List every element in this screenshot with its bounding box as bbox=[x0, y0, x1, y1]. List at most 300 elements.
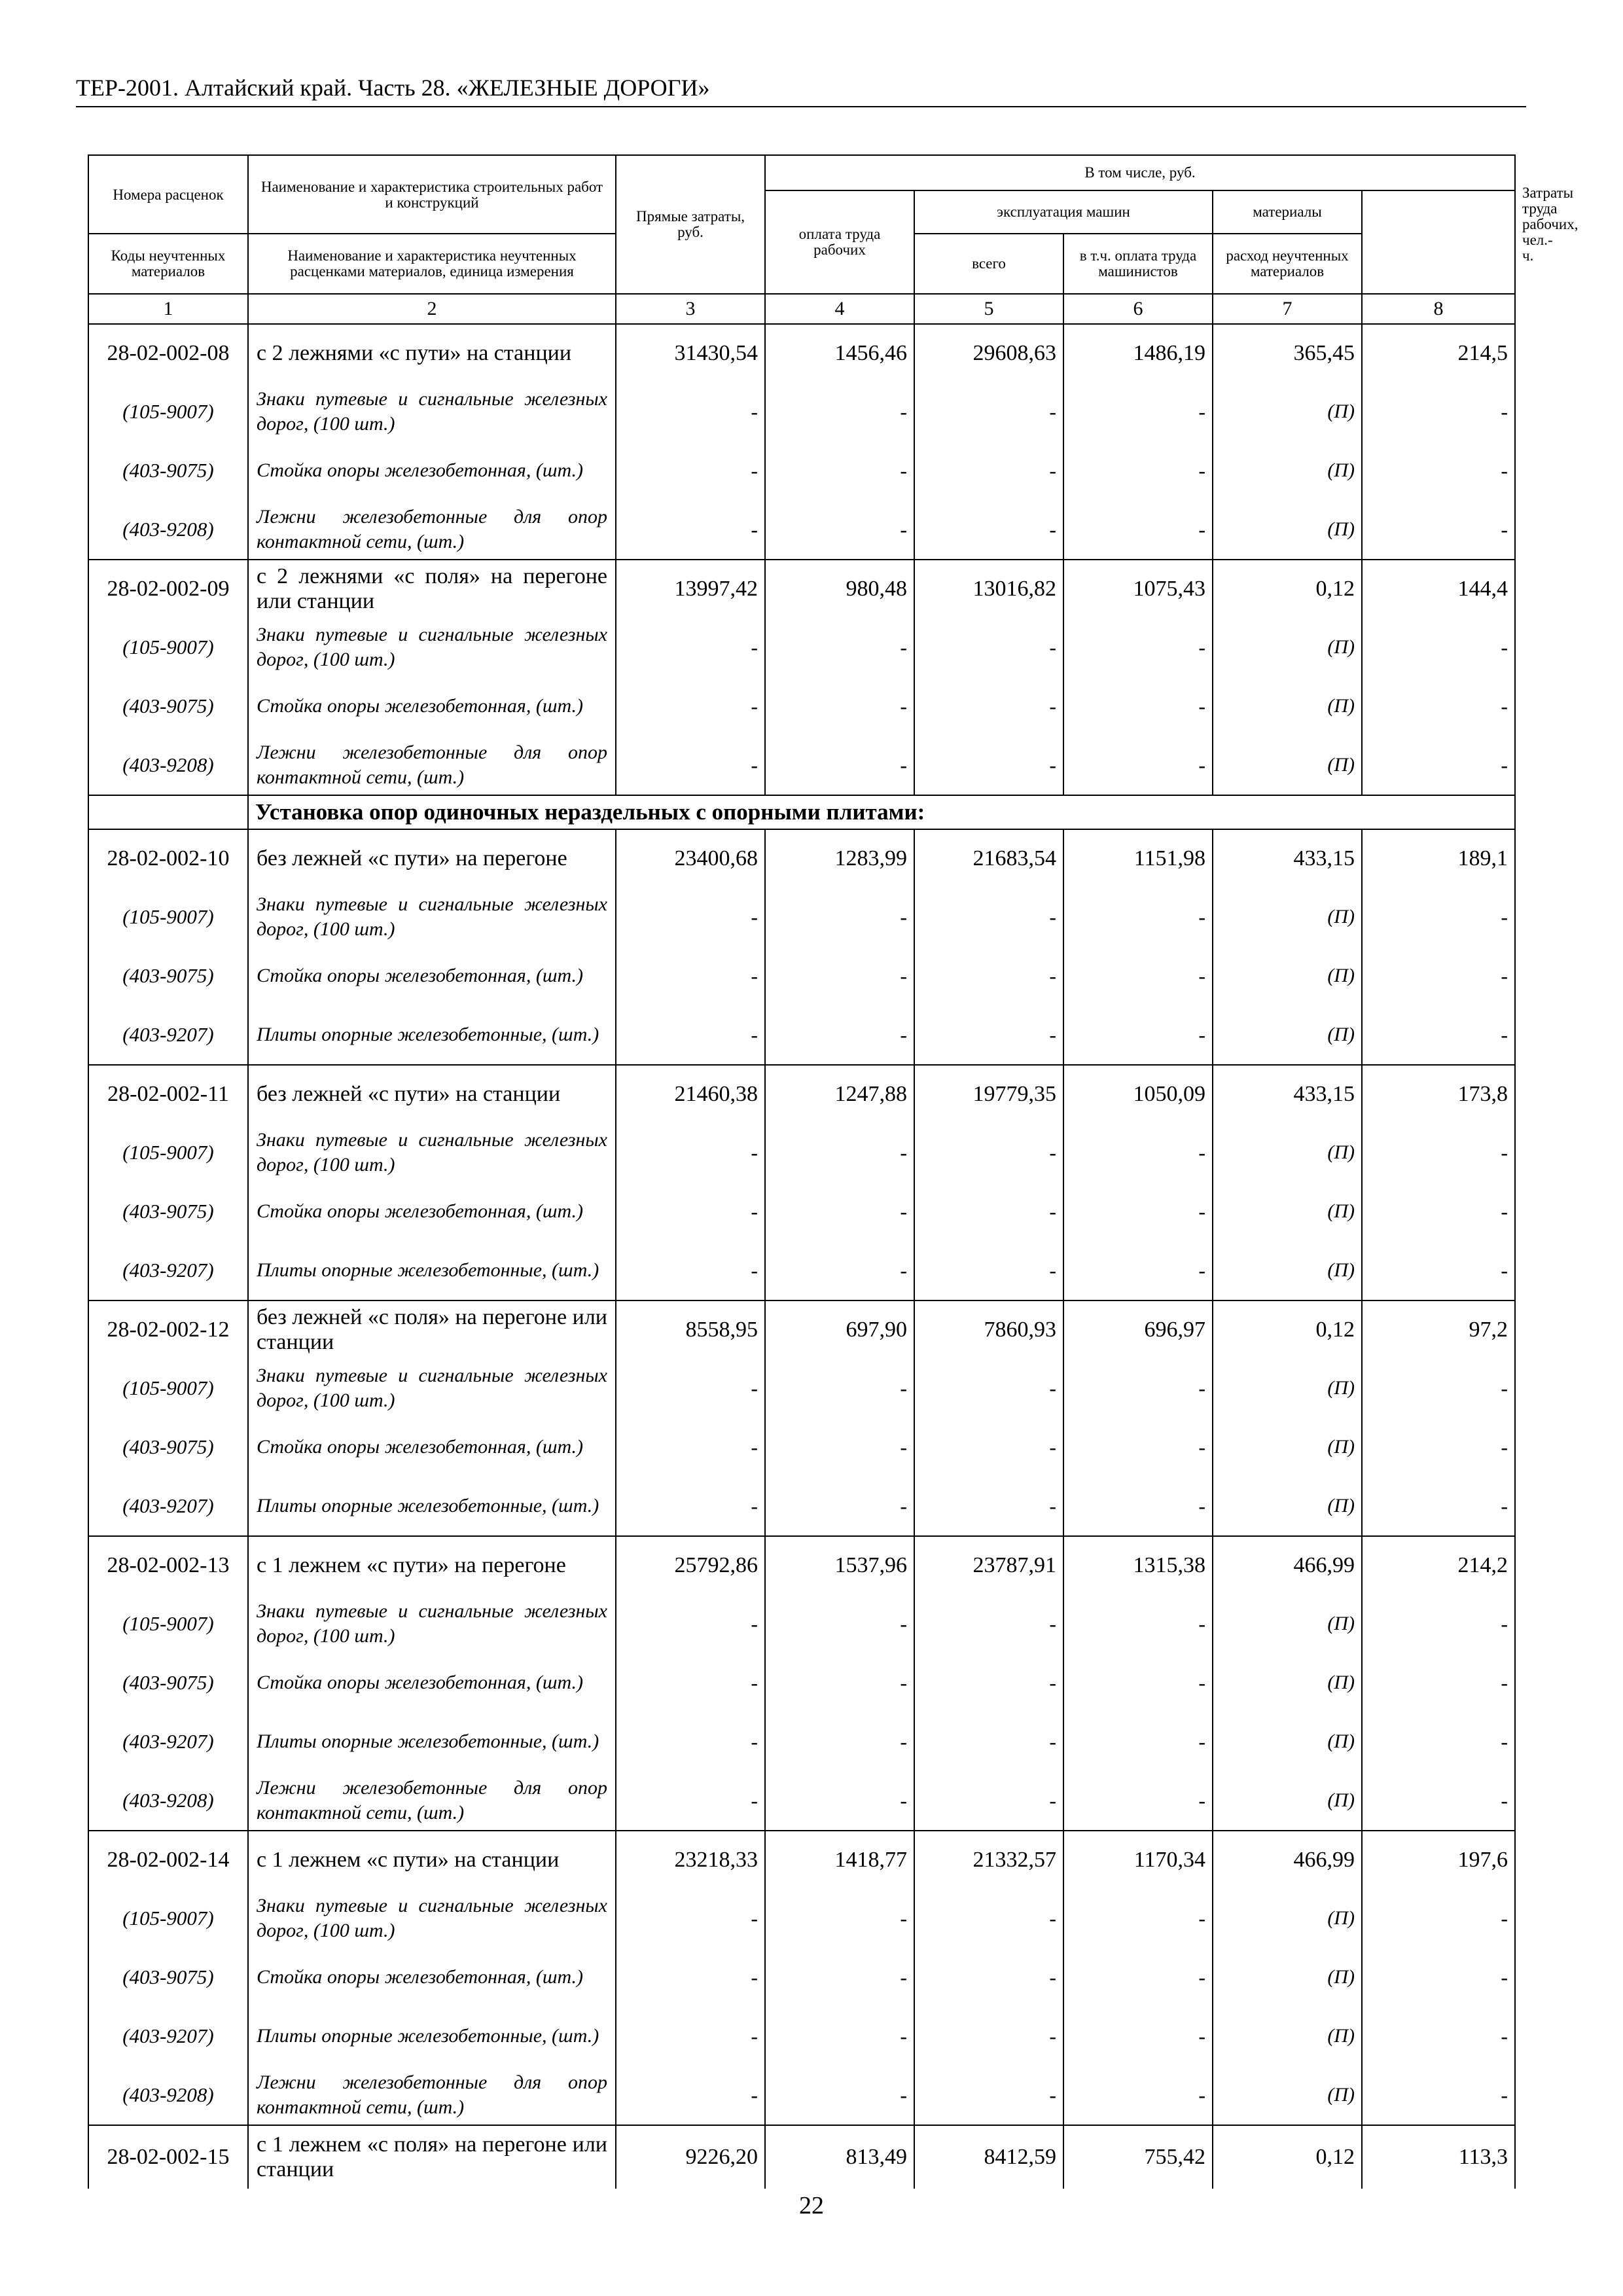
materials-cost: 433,15 bbox=[1213, 829, 1362, 888]
empty-value-dash: - bbox=[1362, 1889, 1515, 1948]
worker-pay: 813,49 bbox=[765, 2125, 914, 2189]
rate-row bbox=[88, 1300, 1515, 1359]
empty-value-dash: - bbox=[914, 618, 1063, 677]
empty-value-dash: - bbox=[616, 888, 765, 946]
empty-value-dash: - bbox=[616, 382, 765, 441]
material-code: (403-9207) bbox=[88, 2007, 248, 2066]
material-code: (403-9207) bbox=[88, 1241, 248, 1300]
worker-pay: 1456,46 bbox=[765, 324, 914, 382]
material-row bbox=[88, 2007, 1515, 2066]
unaccounted-marker: (П) bbox=[1213, 1771, 1362, 1831]
unaccounted-marker: (П) bbox=[1213, 1418, 1362, 1477]
labor-costs: 214,5 bbox=[1362, 324, 1515, 382]
empty-value-dash: - bbox=[616, 1653, 765, 1712]
column-number: 8 bbox=[1362, 294, 1515, 324]
empty-value-dash: - bbox=[1362, 618, 1515, 677]
material-row bbox=[88, 1241, 1515, 1300]
empty-value-dash: - bbox=[765, 1182, 914, 1241]
material-code: (403-9208) bbox=[88, 736, 248, 795]
material-row bbox=[88, 1771, 1515, 1831]
empty-value-dash: - bbox=[765, 1123, 914, 1182]
worker-pay: 980,48 bbox=[765, 560, 914, 618]
section-heading-row bbox=[88, 795, 1515, 829]
empty-value-dash: - bbox=[765, 1653, 914, 1712]
empty-value-dash: - bbox=[1063, 1477, 1213, 1536]
unaccounted-marker: (П) bbox=[1213, 677, 1362, 736]
labor-costs: 144,4 bbox=[1362, 560, 1515, 618]
material-name: Плиты опорные железобетонные, (шт.) bbox=[248, 1005, 616, 1065]
empty-value-dash: - bbox=[914, 677, 1063, 736]
section-spacer bbox=[88, 795, 248, 829]
worker-pay: 1247,88 bbox=[765, 1065, 914, 1123]
unaccounted-marker: (П) bbox=[1213, 382, 1362, 441]
unaccounted-marker: (П) bbox=[1213, 1594, 1362, 1653]
empty-value-dash: - bbox=[1362, 1123, 1515, 1182]
empty-value-dash: - bbox=[1362, 677, 1515, 736]
unaccounted-marker: (П) bbox=[1213, 1123, 1362, 1182]
empty-value-dash: - bbox=[616, 677, 765, 736]
empty-value-dash: - bbox=[914, 1418, 1063, 1477]
operator-pay: 696,97 bbox=[1063, 1300, 1213, 1359]
material-code: (105-9007) bbox=[88, 1889, 248, 1948]
materials-cost: 466,99 bbox=[1213, 1831, 1362, 1889]
operator-pay: 1486,19 bbox=[1063, 324, 1213, 382]
material-row bbox=[88, 1712, 1515, 1771]
labor-costs: 173,8 bbox=[1362, 1065, 1515, 1123]
material-name: Знаки путевые и сигнальные железных дорог, (100 шт.) bbox=[248, 888, 616, 946]
document-title: ТЕР-2001. Алтайский край. Часть 28. «ЖЕЛЕЗНЫЕ ДОРОГИ» bbox=[76, 75, 710, 101]
material-code: (403-9075) bbox=[88, 677, 248, 736]
rate-row bbox=[88, 1831, 1515, 1889]
material-name: Стойка опоры железобетонная, (шт.) bbox=[248, 946, 616, 1005]
materials-cost: 466,99 bbox=[1213, 1536, 1362, 1594]
material-name: Лежни железобетонные для опор контактной сети, (шт.) bbox=[248, 736, 616, 795]
rate-row bbox=[88, 324, 1515, 382]
empty-value-dash: - bbox=[1362, 1418, 1515, 1477]
empty-value-dash: - bbox=[914, 946, 1063, 1005]
unaccounted-marker: (П) bbox=[1213, 1182, 1362, 1241]
material-code: (105-9007) bbox=[88, 888, 248, 946]
empty-value-dash: - bbox=[616, 1477, 765, 1536]
table-head: Номера расценок Наименование и характеристика строительных работ и конструкций Прямые затраты, руб. В том числе, руб. Затраты труда рабочих, чел.-ч. оплата труда рабочих эксплуатация машин материалы всего в т.ч. оплата труда машинистов расход неучтенных материалов Коды неучтенных материалов Наименование и характеристика неучтенных расценками материалов, единица измерения bbox=[88, 155, 1515, 294]
worker-pay: 1283,99 bbox=[765, 829, 914, 888]
empty-value-dash: - bbox=[616, 736, 765, 795]
empty-value-dash: - bbox=[1362, 1771, 1515, 1831]
empty-value-dash: - bbox=[1362, 441, 1515, 500]
empty-value-dash: - bbox=[914, 1653, 1063, 1712]
material-row bbox=[88, 2066, 1515, 2125]
rate-code: 28-02-002-12 bbox=[88, 1300, 248, 1359]
unaccounted-marker: (П) bbox=[1213, 1948, 1362, 2007]
direct-costs: 23218,33 bbox=[616, 1831, 765, 1889]
labor-costs: 197,6 bbox=[1362, 1831, 1515, 1889]
material-row bbox=[88, 736, 1515, 795]
material-name: Знаки путевые и сигнальные железных дорог, (100 шт.) bbox=[248, 1594, 616, 1653]
empty-value-dash: - bbox=[616, 1182, 765, 1241]
empty-value-dash: - bbox=[616, 1594, 765, 1653]
col-work-name-header: Наименование и характеристика строительных работ и конструкций bbox=[248, 155, 616, 234]
empty-value-dash: - bbox=[765, 736, 914, 795]
col-machines-total-header: всего bbox=[914, 234, 1063, 294]
empty-value-dash: - bbox=[1063, 382, 1213, 441]
empty-value-dash: - bbox=[1063, 1123, 1213, 1182]
material-code: (403-9208) bbox=[88, 2066, 248, 2125]
material-name: Стойка опоры железобетонная, (шт.) bbox=[248, 677, 616, 736]
material-row bbox=[88, 618, 1515, 677]
empty-value-dash: - bbox=[914, 382, 1063, 441]
unaccounted-marker: (П) bbox=[1213, 1712, 1362, 1771]
empty-value-dash: - bbox=[1063, 888, 1213, 946]
col-including-header: В том числе, руб. bbox=[765, 155, 1515, 190]
empty-value-dash: - bbox=[1063, 500, 1213, 560]
empty-value-dash: - bbox=[1362, 2066, 1515, 2125]
direct-costs: 9226,20 bbox=[616, 2125, 765, 2189]
machines-total: 13016,82 bbox=[914, 560, 1063, 618]
empty-value-dash: - bbox=[765, 677, 914, 736]
rate-name: без лежней «с поля» на перегоне или станции bbox=[248, 1300, 616, 1359]
material-code: (105-9007) bbox=[88, 618, 248, 677]
column-number: 2 bbox=[248, 294, 616, 324]
page-number: 22 bbox=[799, 2192, 824, 2219]
col-material-codes-header: Коды неучтенных материалов bbox=[88, 234, 248, 294]
col-machine-operation-header: эксплуатация машин bbox=[914, 190, 1213, 234]
rate-row bbox=[88, 1536, 1515, 1594]
material-name: Знаки путевые и сигнальные железных дорог, (100 шт.) bbox=[248, 382, 616, 441]
rate-name: с 1 лежнем «с пути» на перегоне bbox=[248, 1536, 616, 1594]
section-heading: Установка опор одиночных нераздельных с опорными плитами: bbox=[248, 795, 1515, 829]
direct-costs: 25792,86 bbox=[616, 1536, 765, 1594]
unaccounted-marker: (П) bbox=[1213, 1241, 1362, 1300]
material-code: (403-9075) bbox=[88, 1653, 248, 1712]
material-name: Лежни железобетонные для опор контактной сети, (шт.) bbox=[248, 1771, 616, 1831]
labor-costs: 97,2 bbox=[1362, 1300, 1515, 1359]
empty-value-dash: - bbox=[765, 1241, 914, 1300]
material-row bbox=[88, 1594, 1515, 1653]
material-name: Стойка опоры железобетонная, (шт.) bbox=[248, 1948, 616, 2007]
material-name: Знаки путевые и сигнальные железных дорог, (100 шт.) bbox=[248, 1889, 616, 1948]
unaccounted-marker: (П) bbox=[1213, 736, 1362, 795]
empty-value-dash: - bbox=[616, 1005, 765, 1065]
material-name: Плиты опорные железобетонные, (шт.) bbox=[248, 1712, 616, 1771]
empty-value-dash: - bbox=[1063, 1889, 1213, 1948]
empty-value-dash: - bbox=[1063, 1418, 1213, 1477]
rate-row bbox=[88, 829, 1515, 888]
material-row bbox=[88, 1123, 1515, 1182]
empty-value-dash: - bbox=[1362, 500, 1515, 560]
rate-name: с 1 лежнем «с пути» на станции bbox=[248, 1831, 616, 1889]
worker-pay: 697,90 bbox=[765, 1300, 914, 1359]
rate-code: 28-02-002-09 bbox=[88, 560, 248, 618]
unaccounted-marker: (П) bbox=[1213, 946, 1362, 1005]
rate-name: с 1 лежнем «с поля» на перегоне или станции bbox=[248, 2125, 616, 2189]
machines-total: 7860,93 bbox=[914, 1300, 1063, 1359]
material-code: (105-9007) bbox=[88, 1594, 248, 1653]
material-row bbox=[88, 888, 1515, 946]
empty-value-dash: - bbox=[914, 1889, 1063, 1948]
empty-value-dash: - bbox=[1063, 1359, 1213, 1418]
empty-value-dash: - bbox=[616, 500, 765, 560]
empty-value-dash: - bbox=[1362, 946, 1515, 1005]
empty-value-dash: - bbox=[765, 2007, 914, 2066]
material-row bbox=[88, 382, 1515, 441]
empty-value-dash: - bbox=[914, 888, 1063, 946]
machines-total: 8412,59 bbox=[914, 2125, 1063, 2189]
operator-pay: 1050,09 bbox=[1063, 1065, 1213, 1123]
empty-value-dash: - bbox=[914, 736, 1063, 795]
empty-value-dash: - bbox=[1362, 1477, 1515, 1536]
unaccounted-marker: (П) bbox=[1213, 1359, 1362, 1418]
unaccounted-marker: (П) bbox=[1213, 1477, 1362, 1536]
empty-value-dash: - bbox=[616, 1241, 765, 1300]
material-name: Стойка опоры железобетонная, (шт.) bbox=[248, 441, 616, 500]
operator-pay: 1151,98 bbox=[1063, 829, 1213, 888]
empty-value-dash: - bbox=[914, 1948, 1063, 2007]
empty-value-dash: - bbox=[1362, 1653, 1515, 1712]
material-code: (403-9208) bbox=[88, 500, 248, 560]
column-numbers-row bbox=[88, 294, 1515, 324]
material-code: (403-9075) bbox=[88, 441, 248, 500]
material-code: (105-9007) bbox=[88, 382, 248, 441]
rate-code: 28-02-002-08 bbox=[88, 324, 248, 382]
unaccounted-marker: (П) bbox=[1213, 618, 1362, 677]
empty-value-dash: - bbox=[765, 1359, 914, 1418]
empty-value-dash: - bbox=[1063, 1948, 1213, 2007]
material-name: Лежни железобетонные для опор контактной сети, (шт.) bbox=[248, 500, 616, 560]
direct-costs: 21460,38 bbox=[616, 1065, 765, 1123]
material-name: Знаки путевые и сигнальные железных дорог, (100 шт.) bbox=[248, 1359, 616, 1418]
empty-value-dash: - bbox=[616, 1712, 765, 1771]
rate-code: 28-02-002-14 bbox=[88, 1831, 248, 1889]
empty-value-dash: - bbox=[1362, 1005, 1515, 1065]
col-material-names-header: Наименование и характеристика неучтенных расценками материалов, единица измерения bbox=[248, 234, 616, 294]
machines-total: 21683,54 bbox=[914, 829, 1063, 888]
material-row bbox=[88, 1653, 1515, 1712]
empty-value-dash: - bbox=[765, 888, 914, 946]
rate-name: без лежней «с пути» на станции bbox=[248, 1065, 616, 1123]
col-worker-pay-header: оплата труда рабочих bbox=[765, 190, 914, 294]
empty-value-dash: - bbox=[1063, 618, 1213, 677]
empty-value-dash: - bbox=[914, 500, 1063, 560]
column-number: 4 bbox=[765, 294, 914, 324]
rate-code: 28-02-002-10 bbox=[88, 829, 248, 888]
material-code: (403-9075) bbox=[88, 946, 248, 1005]
rate-row bbox=[88, 560, 1515, 618]
material-row bbox=[88, 1889, 1515, 1948]
empty-value-dash: - bbox=[914, 1123, 1063, 1182]
rate-name: с 2 лежнями «с пути» на станции bbox=[248, 324, 616, 382]
empty-value-dash: - bbox=[616, 1948, 765, 2007]
empty-value-dash: - bbox=[1362, 382, 1515, 441]
unaccounted-marker: (П) bbox=[1213, 1653, 1362, 1712]
machines-total: 23787,91 bbox=[914, 1536, 1063, 1594]
materials-cost: 0,12 bbox=[1213, 1300, 1362, 1359]
material-row bbox=[88, 677, 1515, 736]
rate-row bbox=[88, 1065, 1515, 1123]
rate-name: с 2 лежнями «с поля» на перегоне или станции bbox=[248, 560, 616, 618]
empty-value-dash: - bbox=[1362, 1241, 1515, 1300]
empty-value-dash: - bbox=[914, 1241, 1063, 1300]
direct-costs: 23400,68 bbox=[616, 829, 765, 888]
material-name: Знаки путевые и сигнальные железных дорог, (100 шт.) bbox=[248, 618, 616, 677]
materials-cost: 0,12 bbox=[1213, 2125, 1362, 2189]
table-body bbox=[88, 294, 1515, 2189]
material-row bbox=[88, 1359, 1515, 1418]
machines-total: 21332,57 bbox=[914, 1831, 1063, 1889]
empty-value-dash: - bbox=[1063, 736, 1213, 795]
material-code: (403-9075) bbox=[88, 1948, 248, 2007]
empty-value-dash: - bbox=[1362, 736, 1515, 795]
column-number: 7 bbox=[1213, 294, 1362, 324]
col-unaccounted-header: расход неучтенных материалов bbox=[1213, 234, 1362, 294]
column-number: 6 bbox=[1063, 294, 1213, 324]
empty-value-dash: - bbox=[914, 2066, 1063, 2125]
empty-value-dash: - bbox=[914, 1771, 1063, 1831]
page-header bbox=[76, 73, 1526, 107]
unaccounted-marker: (П) bbox=[1213, 1889, 1362, 1948]
empty-value-dash: - bbox=[1063, 1653, 1213, 1712]
empty-value-dash: - bbox=[765, 1712, 914, 1771]
rate-name: без лежней «с пути» на перегоне bbox=[248, 829, 616, 888]
material-code: (403-9207) bbox=[88, 1712, 248, 1771]
empty-value-dash: - bbox=[1063, 1241, 1213, 1300]
col-materials-header: материалы bbox=[1213, 190, 1362, 234]
empty-value-dash: - bbox=[616, 441, 765, 500]
direct-costs: 13997,42 bbox=[616, 560, 765, 618]
direct-costs: 8558,95 bbox=[616, 1300, 765, 1359]
material-name: Лежни железобетонные для опор контактной сети, (шт.) bbox=[248, 2066, 616, 2125]
empty-value-dash: - bbox=[616, 618, 765, 677]
empty-value-dash: - bbox=[1362, 1712, 1515, 1771]
col-rate-number-header: Номера расценок bbox=[88, 155, 248, 234]
empty-value-dash: - bbox=[914, 441, 1063, 500]
worker-pay: 1537,96 bbox=[765, 1536, 914, 1594]
empty-value-dash: - bbox=[1362, 1182, 1515, 1241]
material-row bbox=[88, 1418, 1515, 1477]
empty-value-dash: - bbox=[1063, 946, 1213, 1005]
unaccounted-marker: (П) bbox=[1213, 1005, 1362, 1065]
empty-value-dash: - bbox=[765, 618, 914, 677]
col-direct-costs-header: Прямые затраты, руб. bbox=[616, 155, 765, 294]
column-number: 3 bbox=[616, 294, 765, 324]
labor-costs: 189,1 bbox=[1362, 829, 1515, 888]
unaccounted-marker: (П) bbox=[1213, 888, 1362, 946]
empty-value-dash: - bbox=[765, 2066, 914, 2125]
empty-value-dash: - bbox=[914, 2007, 1063, 2066]
empty-value-dash: - bbox=[1063, 1005, 1213, 1065]
material-row bbox=[88, 500, 1515, 560]
empty-value-dash: - bbox=[765, 382, 914, 441]
empty-value-dash: - bbox=[765, 441, 914, 500]
labor-costs: 214,2 bbox=[1362, 1536, 1515, 1594]
empty-value-dash: - bbox=[1063, 441, 1213, 500]
empty-value-dash: - bbox=[1063, 2066, 1213, 2125]
material-code: (403-9207) bbox=[88, 1005, 248, 1065]
empty-value-dash: - bbox=[765, 500, 914, 560]
empty-value-dash: - bbox=[1063, 1712, 1213, 1771]
material-row bbox=[88, 1005, 1515, 1065]
material-code: (403-9208) bbox=[88, 1771, 248, 1831]
empty-value-dash: - bbox=[1362, 1359, 1515, 1418]
empty-value-dash: - bbox=[616, 2007, 765, 2066]
empty-value-dash: - bbox=[765, 1477, 914, 1536]
empty-value-dash: - bbox=[914, 1712, 1063, 1771]
empty-value-dash: - bbox=[616, 946, 765, 1005]
unaccounted-marker: (П) bbox=[1213, 2066, 1362, 2125]
material-name: Знаки путевые и сигнальные железных дорог, (100 шт.) bbox=[248, 1123, 616, 1182]
empty-value-dash: - bbox=[914, 1477, 1063, 1536]
empty-value-dash: - bbox=[1063, 2007, 1213, 2066]
empty-value-dash: - bbox=[765, 1418, 914, 1477]
materials-cost: 433,15 bbox=[1213, 1065, 1362, 1123]
materials-cost: 365,45 bbox=[1213, 324, 1362, 382]
material-code: (403-9075) bbox=[88, 1418, 248, 1477]
material-row bbox=[88, 1948, 1515, 2007]
empty-value-dash: - bbox=[1362, 2007, 1515, 2066]
empty-value-dash: - bbox=[765, 1948, 914, 2007]
empty-value-dash: - bbox=[1063, 1182, 1213, 1241]
machines-total: 29608,63 bbox=[914, 324, 1063, 382]
rate-row bbox=[88, 2125, 1515, 2189]
empty-value-dash: - bbox=[914, 1182, 1063, 1241]
rate-code: 28-02-002-11 bbox=[88, 1065, 248, 1123]
empty-value-dash: - bbox=[765, 946, 914, 1005]
material-code: (403-9075) bbox=[88, 1182, 248, 1241]
rate-code: 28-02-002-13 bbox=[88, 1536, 248, 1594]
material-row bbox=[88, 946, 1515, 1005]
material-code: (403-9207) bbox=[88, 1477, 248, 1536]
rate-code: 28-02-002-15 bbox=[88, 2125, 248, 2189]
material-name: Стойка опоры железобетонная, (шт.) bbox=[248, 1653, 616, 1712]
unaccounted-marker: (П) bbox=[1213, 2007, 1362, 2066]
operator-pay: 1075,43 bbox=[1063, 560, 1213, 618]
empty-value-dash: - bbox=[914, 1359, 1063, 1418]
unaccounted-marker: (П) bbox=[1213, 500, 1362, 560]
empty-value-dash: - bbox=[616, 1123, 765, 1182]
material-code: (105-9007) bbox=[88, 1359, 248, 1418]
machines-total: 19779,35 bbox=[914, 1065, 1063, 1123]
empty-value-dash: - bbox=[616, 1359, 765, 1418]
material-row bbox=[88, 1477, 1515, 1536]
rates-table bbox=[88, 154, 1578, 2189]
empty-value-dash: - bbox=[1063, 677, 1213, 736]
material-code: (105-9007) bbox=[88, 1123, 248, 1182]
operator-pay: 755,42 bbox=[1063, 2125, 1213, 2189]
empty-value-dash: - bbox=[616, 1889, 765, 1948]
labor-costs: 113,3 bbox=[1362, 2125, 1515, 2189]
empty-value-dash: - bbox=[616, 1771, 765, 1831]
empty-value-dash: - bbox=[765, 1771, 914, 1831]
material-name: Плиты опорные железобетонные, (шт.) bbox=[248, 1241, 616, 1300]
material-name: Плиты опорные железобетонные, (шт.) bbox=[248, 2007, 616, 2066]
material-row bbox=[88, 441, 1515, 500]
col-operator-pay-header: в т.ч. оплата труда машинистов bbox=[1063, 234, 1213, 294]
empty-value-dash: - bbox=[765, 1889, 914, 1948]
column-number: 5 bbox=[914, 294, 1063, 324]
material-name: Стойка опоры железобетонная, (шт.) bbox=[248, 1418, 616, 1477]
unaccounted-marker: (П) bbox=[1213, 441, 1362, 500]
empty-value-dash: - bbox=[765, 1005, 914, 1065]
operator-pay: 1315,38 bbox=[1063, 1536, 1213, 1594]
empty-value-dash: - bbox=[914, 1594, 1063, 1653]
empty-value-dash: - bbox=[1063, 1771, 1213, 1831]
empty-value-dash: - bbox=[616, 2066, 765, 2125]
material-name: Плиты опорные железобетонные, (шт.) bbox=[248, 1477, 616, 1536]
material-row bbox=[88, 1182, 1515, 1241]
empty-value-dash: - bbox=[1362, 888, 1515, 946]
empty-value-dash: - bbox=[914, 1005, 1063, 1065]
worker-pay: 1418,77 bbox=[765, 1831, 914, 1889]
empty-value-dash: - bbox=[616, 1418, 765, 1477]
